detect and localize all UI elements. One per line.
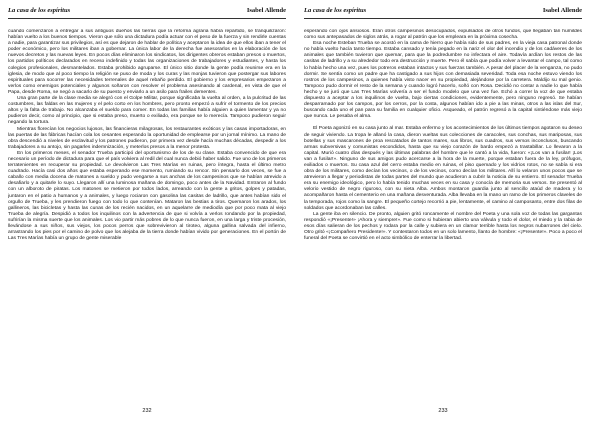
book-title: La casa de los espíritus: [8, 7, 71, 14]
header-rule: [304, 18, 582, 19]
left-page-header: [8, 7, 286, 21]
paragraph: El Poeta agonizó en su casa junto al mar. Estaba enfermo y los acontecimientos de los últimos tiempos agotaron su deseo de seguir viviendo. La tropa le allanó la casa, dieron vueltas sus colecciones de caracoles, sus conchas, sus mariposas, sus botellas y sus mascarones de proa rescatados de tantos mares, sus libros, sus cuadros, sus versos inconclusos, buscando armas subversivas y comunistas escondidos, hasta que su viejo corazón de bardo empezó a trastabillar. Lo llevaron a la capital. Murió cuatro días después y las últimas palabras del hombre que le cantó a la vida, fueron: «¡Los van a fusilar! ¡Los van a fusilar!». Ninguno de sus amigos pudo acercarse a la hora de la muerte, porque estaban fuera de la ley, prófugos, exiliados o muertos. Su casa azul del cerro estaba medio en ruinas, el piso quemado y los vidrios rotos, no se sabía si era obra de los militares, como decían los vecinos, o de los vecinos, como decían los militares. Allí lo velaron unos pocos que se atrevieron a llegar y periodistas de todas partes del mundo que acudieron a cubrir la noticia de su entierro. El senador Trueba era su enemigo ideológico, pero lo había tenido muchas veces en su casa y conocía de memoria sus versos. Se presentó al velorio vestido de negro riguroso, con su nieta Alba. Ambos montaron guardia junto al sencillo ataúd de madera y lo acompañaron hasta el cementerio en una mañana desventurada. Alba llevaba en la mano un ramo de los primeros claveles de la temporada, rojos como la sangre. El pequeño cortejo recorrió a pie, lentamente, el camino al camposanto, entre dos filas de soldados que acordonaban las calles.: [304, 126, 582, 211]
left-page-body: [8, 29, 286, 407]
page-number: 233: [438, 408, 448, 414]
paragraph: cuando comenzaron a entregar a sus antiguos dueños las tierras que la reforma agraria había repartido, se tranquilizaron: habían vuelto a los buenos tiempos. Vieron que sólo una dictadura podía actuar con el peso de la fuerza y sin rendirle cuentas a nadie, para garantizar sus privilegios, así es que dejaron de hablar de política y aceptaron la idea de que ellos iban a tener el poder económico, pero los militares iban a gobernar. La única labor de la derecha fue asesorarlos en la elaboración de los nuevos decretos y las nuevas leyes. En pocos días eliminaron los sindicatos, los dirigentes obreros estaban presos o muertos, los partidos políticos declarados en receso indefinido y todas las organizaciones de trabajadores y estudiantes, y hasta los colegios profesionales, desmantelados. Estaba prohibido agruparse. El único sitio donde la gente podía reunirse era en la iglesia, de modo que al poco tiempo la religión se puso de moda y los curas y las monjas tuvieron que postergar sus labores espirituales para socorrer las necesidades terrenales de aquel rebaño perdido. El gobierno y los empresarios empezaron a verlos como enemigos potenciales y algunos soñaron con resolver el problema asesinando al cardenal, en vista de que el Papa, desde Roma, se negó a sacarlo de su puesto y enviarlo a un asilo para frailes dementes.: [8, 29, 286, 95]
paragraph: En los primeros meses, el senador Trueba participó del oportunismo de los de su clase. Estaba convencido de que era necesario un período de dictadura para que el país volviera al redil del cual nunca debió haber salido. Fue uno de los primeros terratenientes en recuperar su propiedad. Le devolvieron Las Tres Marías en ruinas, pero íntegra, hasta el último metro cuadrado. Hacía casi dos años que estaba esperando ese momento, rumiando su rencor. Sin pensarlo dos veces, se fue a caballo con media docena de matones a sueldo y pudo vengarse a sus anchas de los campesinos que se habían atrevido a desafiarlo y a quitarle lo suyo. Llegaron allí una luminosa mañana de domingo, poco antes de la Navidad. Entraron al fundo con un alboroto de piratas. Los matones se metieron por todos lados, arreando con la gente a gritos, golpes y patadas, juntaron en el patio a humanos y a animales, y luego rociaron con gasolina las casitas de ladrillo, que antes habían sido el orgullo de Trueba, y les prendieron fuego con todo lo que contenían. Mataron las bestias a tiros. Quemaron los arados, los gallineros, las bicicletas y hasta las cunas de los recién nacidos, en un aquelarre de mediodía que por poco mata al viejo Trueba de alegría. Despidió a todos los inquilinos con la advertencia de que si volvía a verlos rondando por la propiedad, sufrirían la misma suerte que los animales. Los vio partir más pobres de lo que nunca fueron, en una larga y triste procesión, llevándose a sus niños, sus viejos, los pocos perros que sobrevivieron al tiroteo, alguna gallina salvada del infierno, arrastrando los pies por el camino de polvo que los alejaba de la tierra donde habían vivido por generaciones. En el portón de Las Tres Marías había un grupo de gente miserable: [8, 150, 286, 242]
book-author: Isabel Allende: [246, 7, 286, 14]
left-page: [8, 0, 298, 424]
book-author: Isabel Allende: [542, 7, 582, 14]
right-page: [304, 0, 594, 424]
paragraph: Mientras florecían los negocios lujosos, las financieras milagrosas, los restaurantes exóticos y las casas importadoras, en las puertas de las fábricas hacían cola los cesantes esperando la oportunidad de emplearse por un jornal mínimo. La mano de obra descendió a niveles de esclavitud y los patrones pudieron, por primera vez desde hacía muchas décadas, despedir a los trabajadores a su antojo, sin pagarles indemnización, y meterlos presos a la menor protesta.: [8, 126, 286, 150]
paragraph: Esa noche Esteban Trueba se acostó en la cama de hierro que había sido de sus padres, en la vieja casa patronal donde no había vuelto hacía tanto tiempo. Estaba cansado y tenía pegado en la nariz el olor del incendio y de los cadáveres de los animales que también tuvieron que quemar, para que la podredumbre no infectara el aire. Todavía ardían los restos de las casitas de ladrillo y a su alrededor todo era destrucción y muerte. Pero él sabía que podía volver a levantar el campo, tal como lo había hecho una vez, pues los potreros estaban intactos y sus fuerzas también. A pesar del placer de la venganza, no pudo dormir. Se sentía como un padre que ha castigado a sus hijos con demasiada severidad. Toda esa noche estuvo viendo los rostros de los campesinos, a quienes había visto nacer en su propiedad, alejándose por la carretera. Maldijo su mal genio. Tampoco pudo dormir el resto de la semana y cuando logró hacerlo, soñó con Rosa. Decidió no contar a nadie lo que había hecho y se juró que Las Tres Marías volvería a ser el fundo modelo que una vez fue. Echó a correr la voz de que estaba dispuesto a aceptar a los inquilinos de vuelta, bajo ciertas condiciones, evidentemente, pero ninguno regresó. Se habían desparramado por los campos, por los cerros, por la costa, algunos habían ido a pie a las minas, otros a las islas del Sur, buscando cada uno el pan para su familia en cualquier oficio. Asqueado, el patrón regresó a la capital sintiéndose más viejo que nunca. Le pesaba el alma.: [304, 41, 582, 120]
right-page-body: [304, 29, 582, 407]
paragraph: Una gran parte de la clase media se alegró con el Golpe Militar, porque significaba la vuelta al orden, a la pulcritud de las costumbres, las faldas en las mujeres y el pelo corto en los hombres, pero pronto empezó a sufrir el tormento de los precios altos y la falta de trabajo. No alcanzaba el sueldo para comer. En todas las familias había alguien a quien lamentar y ya no pudieron decir, como al principio, que si estaba preso, muerto o exiliado, era porque se lo merecía. Tampoco pudieron seguir negando la tortura.: [8, 96, 286, 126]
header-rule: [8, 18, 286, 19]
page-number: 232: [142, 408, 152, 414]
book-title: La casa de los espíritus: [304, 7, 367, 14]
paragraph: La gente iba en silencio. De pronto, alguien gritó roncamente el nombre del Poeta y una sola voz de todas las gargantas respondió «¡Presente!» ¡Ahora y siempre!». Fue como si hubieran abierto una válvula y todo el dolor, el miedo y la rabia de esos días salieran de los pechos y rodara por la calle y subiera en un clamor terrible hasta los negros nubarrones del cielo. Otro gritó «¡Compañero Presidente!». Y contestaron todos en un solo lamento, llanto de hombre: «¡Presente!». Poco a poco el funeral del Poeta se convirtió en el acto simbólico de enterrar la libertad.: [304, 211, 582, 242]
paragraph: esperando con ojos ansiosos. Eran otros campesinos desocupados, expulsados de otros fundos, que llegaban tan humildes como sus antepasados de siglos atrás, a rogar al patrón que los empleara en la próxima cosecha.: [304, 29, 582, 41]
right-page-header: [304, 7, 582, 21]
